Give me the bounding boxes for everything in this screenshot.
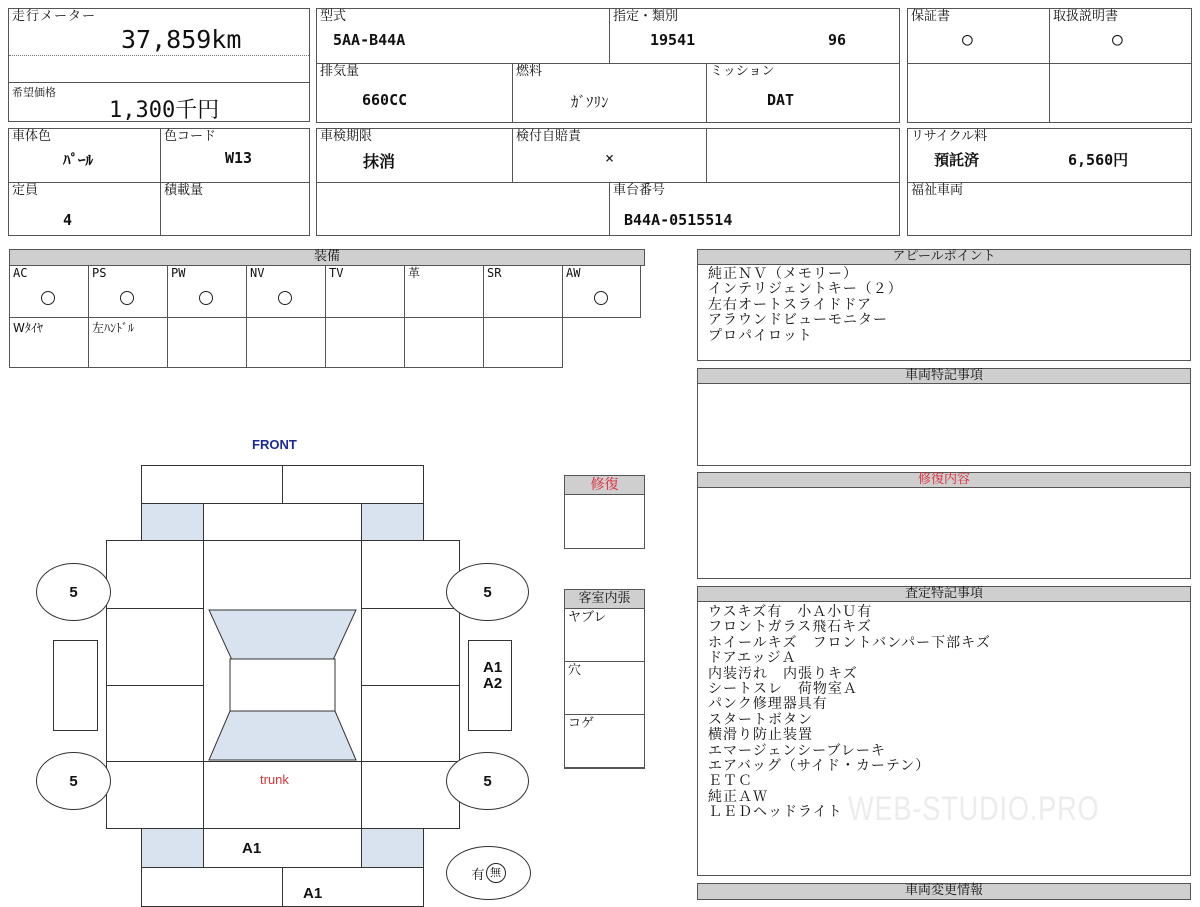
assessment-header: 査定特記事項 — [697, 586, 1191, 602]
equipment-label: SR — [487, 266, 502, 280]
welfare-cell — [907, 182, 1192, 236]
door-front-left — [106, 608, 204, 686]
insurance-cell — [512, 128, 707, 183]
quarter-right — [361, 761, 460, 829]
insurance-value: × — [605, 149, 615, 167]
windshield-roof — [203, 608, 362, 763]
equipment-label: NV — [250, 266, 265, 280]
welfare-label: 福祉車両 — [911, 183, 964, 198]
front-bumper-right — [282, 465, 424, 504]
recycle-label: リサイクル料 — [911, 129, 988, 144]
rear-panel-mark: A1 — [242, 840, 262, 857]
watermark: WEB-STUDIO.PRO — [848, 790, 1100, 828]
recycle-fee: 6,560円 — [1068, 151, 1129, 169]
interior-item — [564, 608, 645, 662]
manual-cell — [1049, 8, 1192, 64]
mirror-left — [53, 640, 98, 731]
model-label: 型式 — [320, 9, 347, 24]
equipment-label: AW — [566, 266, 581, 280]
rear-panel — [203, 828, 362, 868]
trunk-label: trunk — [260, 772, 289, 787]
equipment-label: PS — [92, 266, 107, 280]
headlight-left — [141, 503, 204, 541]
mileage-label: 走行メーター — [12, 9, 97, 24]
equipment-header: 装備 — [9, 249, 645, 266]
equipment-cell — [88, 317, 168, 368]
interior-item-label: ヤブレ — [568, 610, 607, 625]
equipment-cell — [562, 265, 641, 318]
spare-yes: 有 — [471, 866, 485, 882]
interior-item — [564, 661, 645, 715]
interior-item — [564, 714, 645, 768]
fender-front-left — [106, 540, 204, 609]
blank-cell-3 — [706, 128, 900, 183]
equipment-label: AC — [13, 266, 28, 280]
designation-value2: 96 — [828, 31, 847, 49]
tire-front-left: 5 — [36, 563, 111, 621]
fuel-value: ｶﾞｿﾘﾝ — [571, 93, 609, 111]
assessment-text: ウスキズ有 小Ａ小Ｕ有 フロントガラス飛石キズ ホイールキズ フロントバンパー下部キズ ドアエッジＡ 内装汚れ 内張りキズ シートスレ 荷物室Ａ パンク修理器具有 スタートボタン 横滑り防止装置 エマージェンシーブレーキ エアバッグ（サイド・カーテン） ＥＴＣ 純正ＡＷ ＬＥＤヘッドライト — [708, 604, 991, 821]
manual-label: 取扱説明書 — [1053, 9, 1119, 24]
fuel-cell — [512, 63, 707, 123]
repair-details-box — [697, 487, 1191, 579]
appeal-box — [697, 264, 1191, 361]
equipment-cell — [404, 317, 484, 368]
equipment-check-icon — [594, 291, 608, 305]
inspection-cell — [316, 128, 513, 183]
headlight-right — [361, 503, 424, 541]
equipment-cell — [483, 265, 563, 318]
equipment-label: Wﾀｲﾔ — [13, 321, 43, 335]
door-front-right — [361, 608, 460, 686]
right-panel-marks: A1 A2 — [483, 659, 503, 692]
mission-label: ミッション — [710, 64, 775, 79]
body-color-label: 車体色 — [12, 129, 52, 144]
price-label: 希望価格 — [12, 86, 56, 99]
chassis-value: B44A-0515514 — [624, 211, 733, 229]
front-label: FRONT — [252, 437, 297, 452]
equipment-label: 革 — [408, 266, 421, 280]
designation-value1: 19541 — [650, 31, 696, 49]
equipment-check-icon — [120, 291, 134, 305]
quarter-left — [106, 761, 204, 829]
repair-details-header: 修復内容 — [697, 472, 1191, 488]
chassis-cell — [609, 182, 900, 236]
price-value: 1,300千円 — [109, 98, 220, 123]
appeal-text: 純正ＮＶ（メモリー） インテリジェントキー（２） 左右オートスライドドア アラウンドビューモニター プロパイロット — [708, 266, 903, 344]
equipment-check-icon — [41, 291, 55, 305]
equipment-check-icon — [199, 291, 213, 305]
equipment-cell — [88, 265, 168, 318]
door-rear-right — [361, 685, 460, 762]
equipment-cell — [325, 317, 405, 368]
equipment-cell — [483, 317, 563, 368]
capacity-label: 定員 — [12, 183, 39, 198]
mileage-cell — [8, 8, 310, 83]
appeal-header: アピールポイント — [697, 249, 1191, 265]
equipment-cell — [404, 265, 484, 318]
equipment-cell — [167, 265, 247, 318]
repair-header: 修復 — [564, 475, 645, 495]
body-color-cell — [8, 128, 161, 183]
equipment-check-icon — [278, 291, 292, 305]
taillight-right — [361, 828, 424, 868]
blank-cell-4 — [316, 182, 610, 236]
displacement-label: 排気量 — [320, 64, 360, 79]
price-cell — [8, 82, 310, 122]
equipment-label: 左ﾊﾝﾄﾞﾙ — [92, 321, 135, 335]
load-label: 積載量 — [164, 183, 204, 198]
fender-front-right — [361, 540, 460, 609]
fuel-label: 燃料 — [516, 64, 543, 79]
color-code-cell — [160, 128, 310, 183]
rear-bumper-left — [141, 867, 283, 907]
capacity-cell — [8, 182, 161, 236]
tire-front-right: 5 — [446, 563, 529, 621]
front-bumper-left — [141, 465, 283, 504]
assessment-box — [697, 601, 1191, 876]
equipment-cell — [9, 317, 89, 368]
tire-rear-left: 5 — [36, 752, 111, 810]
mission-cell — [706, 63, 900, 123]
change-info-header: 車両変更情報 — [697, 883, 1191, 900]
equipment-label: PW — [171, 266, 186, 280]
designation-label: 指定・類別 — [613, 9, 679, 24]
door-rear-left — [106, 685, 204, 762]
model-value: 5AA-B44A — [333, 31, 406, 49]
inspection-label: 車検期限 — [320, 129, 373, 144]
equipment-cell — [246, 317, 326, 368]
load-cell — [160, 182, 310, 236]
equipment-cell — [246, 265, 326, 318]
equipment-cell — [9, 265, 89, 318]
color-code-value: W13 — [225, 149, 253, 167]
insurance-label: 検付自賠責 — [516, 129, 582, 144]
equipment-label: TV — [329, 266, 344, 280]
vehicle-notes-box — [697, 383, 1191, 466]
manual-value: ○ — [1112, 29, 1123, 50]
recycle-status: 預託済 — [934, 151, 980, 169]
mileage-value: 37,859km — [121, 25, 242, 54]
inspection-value: 抹消 — [363, 152, 396, 171]
capacity-value: 4 — [63, 211, 73, 229]
hood-front — [203, 503, 362, 541]
equipment-cell — [167, 317, 247, 368]
equipment-cell — [325, 265, 405, 318]
repair-box — [564, 494, 645, 549]
spare-tire-indicator — [446, 846, 531, 900]
tire-rear-right: 5 — [446, 752, 529, 810]
designation-cell — [609, 8, 900, 64]
body-color-value: ﾊﾟｰﾙ — [63, 151, 94, 169]
interior-item-label: コゲ — [568, 716, 595, 731]
rear-bumper-mark: A1 — [303, 885, 323, 902]
taillight-left — [141, 828, 204, 868]
color-code-label: 色コード — [164, 129, 217, 144]
recycle-cell — [907, 128, 1192, 183]
displacement-value: 660CC — [362, 91, 408, 109]
blank-cell-1 — [907, 63, 1050, 123]
blank-cell-2 — [1049, 63, 1192, 123]
chassis-label: 車台番号 — [613, 183, 666, 198]
warranty-cell — [907, 8, 1050, 64]
displacement-cell — [316, 63, 513, 123]
vehicle-notes-header: 車両特記事項 — [697, 368, 1191, 384]
model-cell — [316, 8, 610, 64]
warranty-label: 保証書 — [911, 9, 951, 24]
spare-no: 無 — [486, 863, 506, 883]
interior-header: 客室内張 — [564, 589, 645, 609]
warranty-value: ○ — [962, 29, 973, 50]
interior-item-label: 穴 — [568, 663, 582, 678]
mission-value: DAT — [767, 91, 795, 109]
